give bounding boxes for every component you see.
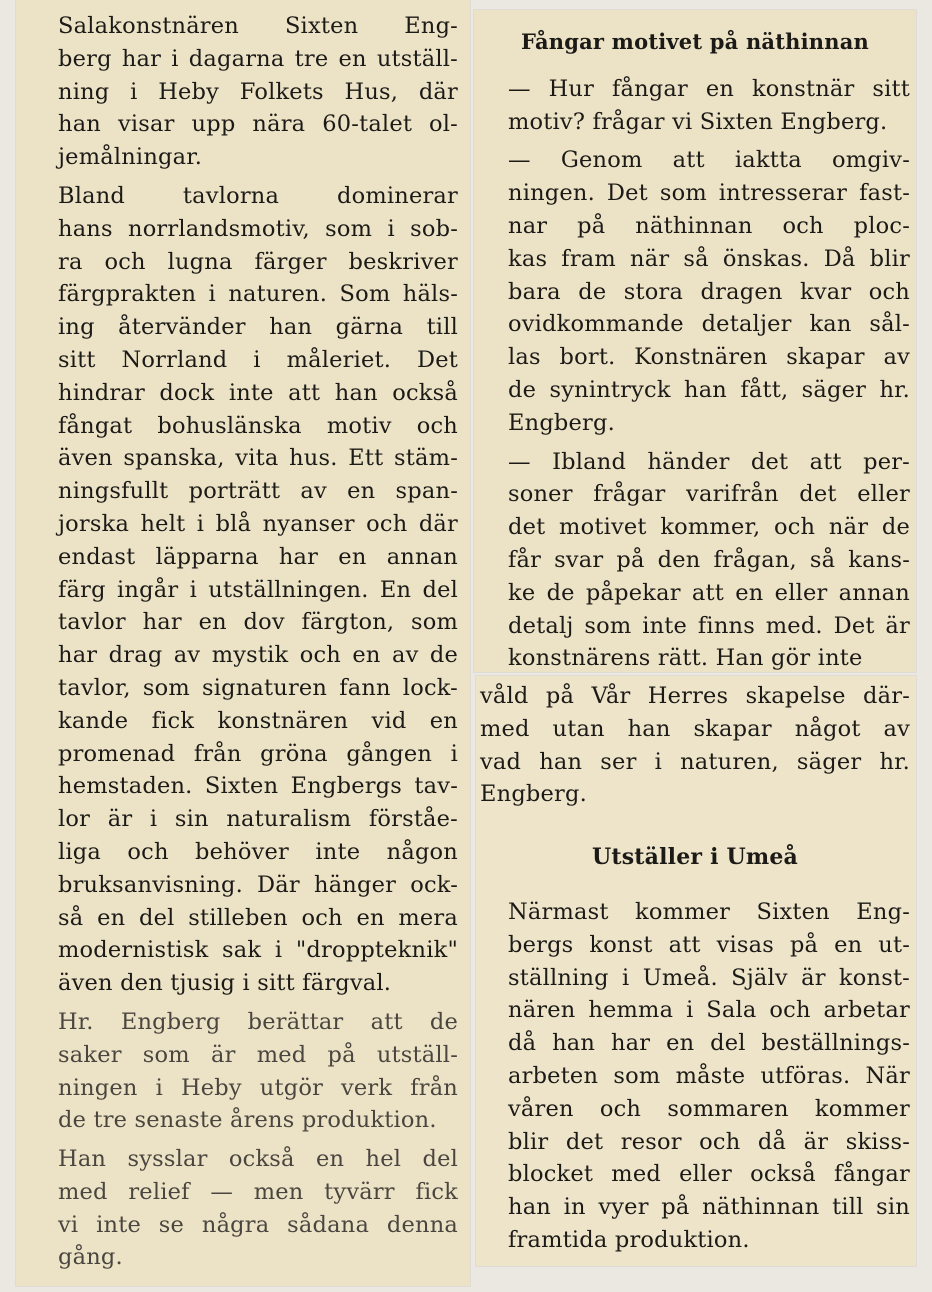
paragraph [30, 1006, 458, 1137]
text-line: ke de påpekar att en eller annan [508, 579, 910, 606]
text-line: de synintryck han fått, säger hr. [508, 376, 910, 403]
text-line: Engberg. [508, 409, 615, 436]
text-line: blocket med eller också fångar [508, 1161, 910, 1188]
text-line: ningsfullt porträtt av en span- [58, 478, 458, 505]
text-line: ra och lugna färger beskriver [58, 248, 458, 275]
text-line: Han sysslar också en hel del [58, 1146, 458, 1173]
text-line: vad han ser i naturen, säger hr. [480, 748, 910, 775]
paragraph [480, 896, 910, 1257]
right-bottom-body-before [480, 680, 910, 811]
text-line: berg har i dagarna tre en utställ- [58, 45, 458, 72]
text-line: nären hemma i Sala och arbetar [508, 997, 910, 1024]
paragraph [480, 446, 910, 676]
text-line: promenad från gröna gången i [58, 740, 458, 767]
text-line: framtida produktion. [508, 1226, 750, 1253]
text-line: ovidkommande detaljer kan sål- [508, 311, 910, 338]
text-line: även den tjusig i sitt färgval. [58, 970, 392, 997]
text-line: fångat bohuslänska motiv och [58, 412, 458, 439]
paragraph [480, 680, 910, 811]
text-line: får svar på den frågan, så kans- [508, 546, 910, 573]
paragraph [30, 180, 458, 1000]
text-line: jemålningar. [58, 144, 203, 171]
text-line: ning i Heby Folkets Hus, där [58, 78, 458, 105]
text-line: med relief — men tyvärr fick [58, 1178, 458, 1205]
text-line: — Genom att iaktta omgiv- [508, 147, 910, 174]
paragraph [480, 144, 910, 439]
text-line: endast läpparna har en annan [58, 543, 458, 570]
right-column-bottom [480, 680, 910, 1263]
text-line: — Ibland händer det att per- [508, 448, 910, 475]
text-line: Engberg. [480, 781, 587, 808]
text-line: Hr. Engberg berättar att de [58, 1008, 458, 1035]
text-line: motiv? frågar vi Sixten Engberg. [508, 108, 888, 135]
text-line: saker som är med på utställ- [58, 1041, 458, 1068]
text-line: Bland tavlorna dominerar [58, 182, 458, 209]
text-line: ställning i Umeå. Själv är konst- [508, 964, 910, 991]
text-line: han visar upp nära 60-talet ol- [58, 111, 458, 138]
text-line: även spanska, vita hus. Ett stäm- [58, 445, 458, 472]
text-line: jorska helt i blå nyanser och där [58, 510, 458, 537]
text-line: våld på Vår Herres skapelse där- [480, 683, 910, 709]
text-line: modernistisk sak i "droppteknik" [58, 937, 458, 964]
paragraph [30, 10, 458, 174]
text-line: ningen i Heby utgör verk från [58, 1074, 458, 1101]
text-line: Salakonstnären Sixten Eng- [58, 13, 458, 39]
text-line: han in vyer på näthinnan till sin [508, 1194, 910, 1221]
text-line: då han har en del beställnings- [508, 1030, 910, 1057]
text-line: bara de stora dragen kvar och [508, 278, 910, 305]
text-line: — Hur fångar en konstnär sitt [508, 75, 910, 102]
text-line: tavlor har en dov färgton, som [58, 609, 458, 636]
text-line: soner frågar varifrån det eller [508, 481, 910, 508]
text-line: nar på näthinnan och ploc- [508, 212, 910, 239]
text-line: det motivet kommer, och när de [508, 514, 910, 541]
subheadline: Utställer i Umeå [591, 844, 799, 871]
text-line: med utan han skapar något av [480, 715, 910, 742]
text-line: gång. [58, 1244, 123, 1271]
text-line: färg ingår i utställningen. En del [58, 576, 458, 603]
text-line: tavlor, som signaturen fann lock- [58, 674, 458, 701]
text-line: detalj som inte finns med. Det är [508, 612, 910, 639]
right-bottom-body-after [480, 896, 910, 1257]
text-line: hindrar dock inte att han också [58, 379, 458, 406]
text-line: lor är i sin naturalism förståe- [58, 806, 458, 833]
right-column-top [480, 26, 910, 681]
text-line: sitt Norrland i måleriet. Det [58, 346, 458, 373]
text-line: blir det resor och då är skiss- [508, 1128, 910, 1155]
text-line: våren och sommaren kommer [508, 1095, 910, 1122]
paragraph [480, 73, 910, 139]
text-line: las bort. Konstnären skapar av [508, 344, 910, 371]
right-top-body [480, 73, 910, 675]
text-line: konstnärens rätt. Han gör inte [508, 645, 863, 672]
text-line: så en del stilleben och en mera [58, 904, 458, 931]
text-line: vi inte se några sådana denna [58, 1211, 458, 1238]
text-line: de tre senaste årens produktion. [58, 1107, 437, 1134]
text-line: hans norrlandsmotiv, som i sob- [58, 215, 458, 242]
text-line: Närmast kommer Sixten Eng- [508, 898, 910, 925]
headline: Fångar motivet på näthinnan [520, 29, 869, 54]
text-line: färgprakten i naturen. Som häls- [58, 281, 458, 308]
text-line: bergs konst att visas på en ut- [508, 931, 910, 958]
left-column [30, 10, 458, 1280]
text-line: ing återvänder han gärna till [58, 314, 458, 341]
text-line: kas fram när så önskas. Då blir [508, 245, 910, 272]
text-line: arbeten som måste utföras. När [508, 1062, 910, 1089]
text-line: ningen. Det som intresserar fast- [508, 180, 910, 207]
text-line: kande fick konstnären vid en [58, 707, 458, 734]
text-line: har drag av mystik och en av de [58, 642, 458, 669]
text-line: bruksanvisning. Där hänger ock- [58, 871, 458, 898]
text-line: liga och behöver inte någon [58, 838, 458, 865]
text-line: hemstaden. Sixten Engbergs tav- [58, 773, 458, 800]
paragraph [30, 1143, 458, 1274]
